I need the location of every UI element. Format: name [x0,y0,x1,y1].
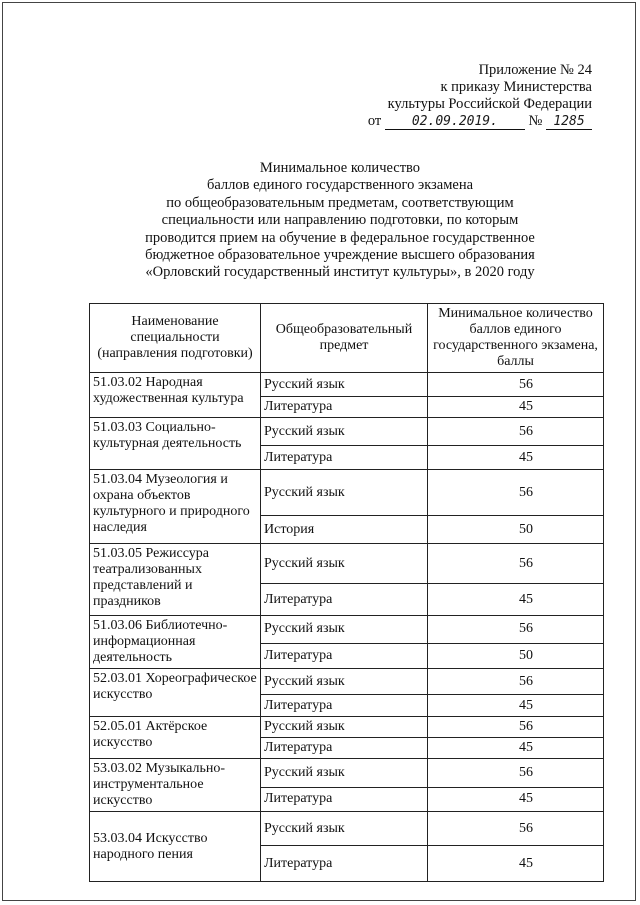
header-subject: Общеобразовательный предмет [261,304,428,373]
subject-cell: Русский язык [261,616,428,644]
score-cell: 56 [428,759,604,788]
order-date-line [368,113,592,130]
specialty-cell: 52.05.01 Актёрское искусство [90,717,261,759]
score-cell: 50 [428,516,604,544]
subject-cell: Литература [261,738,428,759]
table-row [90,759,604,788]
score-cell: 56 [428,812,604,846]
table-row [90,812,604,846]
table-row [90,544,604,584]
title-line: по общеобразовательным предметам, соответствующим [166,194,514,211]
title-line: бюджетное образовательное учреждение высшего образования [145,247,535,264]
appendix-order-ref: к приказу Министерства [440,79,592,95]
score-cell: 45 [428,397,604,418]
specialty-cell: 53.03.02 Музыкально-инструментальное искусство [90,759,261,812]
specialty-cell: 51.03.05 Режиссура театрализованных представлений и праздников [90,544,261,616]
subject-cell: Литература [261,846,428,882]
specialty-cell: 51.03.06 Библиотечно-информационная деятельность [90,616,261,669]
subject-cell: Русский язык [261,717,428,738]
document-title [120,160,560,282]
score-cell: 45 [428,446,604,470]
order-date-field [385,114,525,130]
header-min-score: Минимальное количество баллов единого государственного экзамена, баллы [428,304,604,373]
score-cell: 45 [428,695,604,717]
subject-cell: Литература [261,643,428,668]
specialty-cell: 53.03.04 Искусство народного пения [90,812,261,882]
scores-table [89,303,604,882]
subject-cell: Литература [261,584,428,616]
score-cell: 45 [428,787,604,811]
score-cell: 56 [428,616,604,644]
table-row [90,616,604,644]
score-cell: 56 [428,373,604,397]
subject-cell: Русский язык [261,470,428,516]
subject-cell: Литература [261,397,428,418]
order-number: 1285 [553,114,585,129]
subject-cell: Литература [261,787,428,811]
title-line: Минимальное количество [259,160,421,176]
order-number-field [546,114,592,130]
score-cell: 45 [428,738,604,759]
score-cell: 56 [428,717,604,738]
table-header-row [90,304,604,373]
appendix-ministry: культуры Российской Федерации [387,96,592,112]
title-line: проводится прием на обучение в федеральное государственное [145,229,535,246]
table-row [90,418,604,446]
specialty-cell: 52.03.01 Хореографическое искусство [90,669,261,717]
specialty-cell: 51.03.02 Народная художественная культура [90,373,261,418]
appendix-number: Приложение № 24 [478,62,592,78]
specialty-cell: 51.03.03 Социально-культурная деятельность [90,418,261,470]
appendix-block [368,62,592,130]
specialty-cell: 51.03.04 Музеология и охрана объектов культурного и природного наследия [90,470,261,544]
table-row [90,669,604,695]
number-label: № [528,113,543,129]
score-cell: 56 [428,544,604,584]
header-specialty: Наименование специальности (направления подготовки) [90,304,261,373]
subject-cell: Литература [261,695,428,717]
score-cell: 45 [428,584,604,616]
table-row [90,373,604,397]
score-cell: 56 [428,470,604,516]
subject-cell: Русский язык [261,418,428,446]
title-line: «Орловский государственный институт культуры», в 2020 году [145,264,535,281]
title-line: специальности или направлению подготовки, по которым [161,212,519,229]
subject-cell: Русский язык [261,759,428,788]
from-label: от [367,113,382,129]
score-cell: 45 [428,846,604,882]
subject-cell: История [261,516,428,544]
table-row [90,470,604,516]
subject-cell: Русский язык [261,373,428,397]
order-date: 02.09.2019. [411,114,498,129]
score-cell: 56 [428,418,604,446]
subject-cell: Русский язык [261,544,428,584]
subject-cell: Русский язык [261,812,428,846]
table-row [90,717,604,738]
score-cell: 56 [428,669,604,695]
subject-cell: Русский язык [261,669,428,695]
title-line: баллов единого государственного экзамена [206,177,474,194]
score-cell: 50 [428,643,604,668]
subject-cell: Литература [261,446,428,470]
